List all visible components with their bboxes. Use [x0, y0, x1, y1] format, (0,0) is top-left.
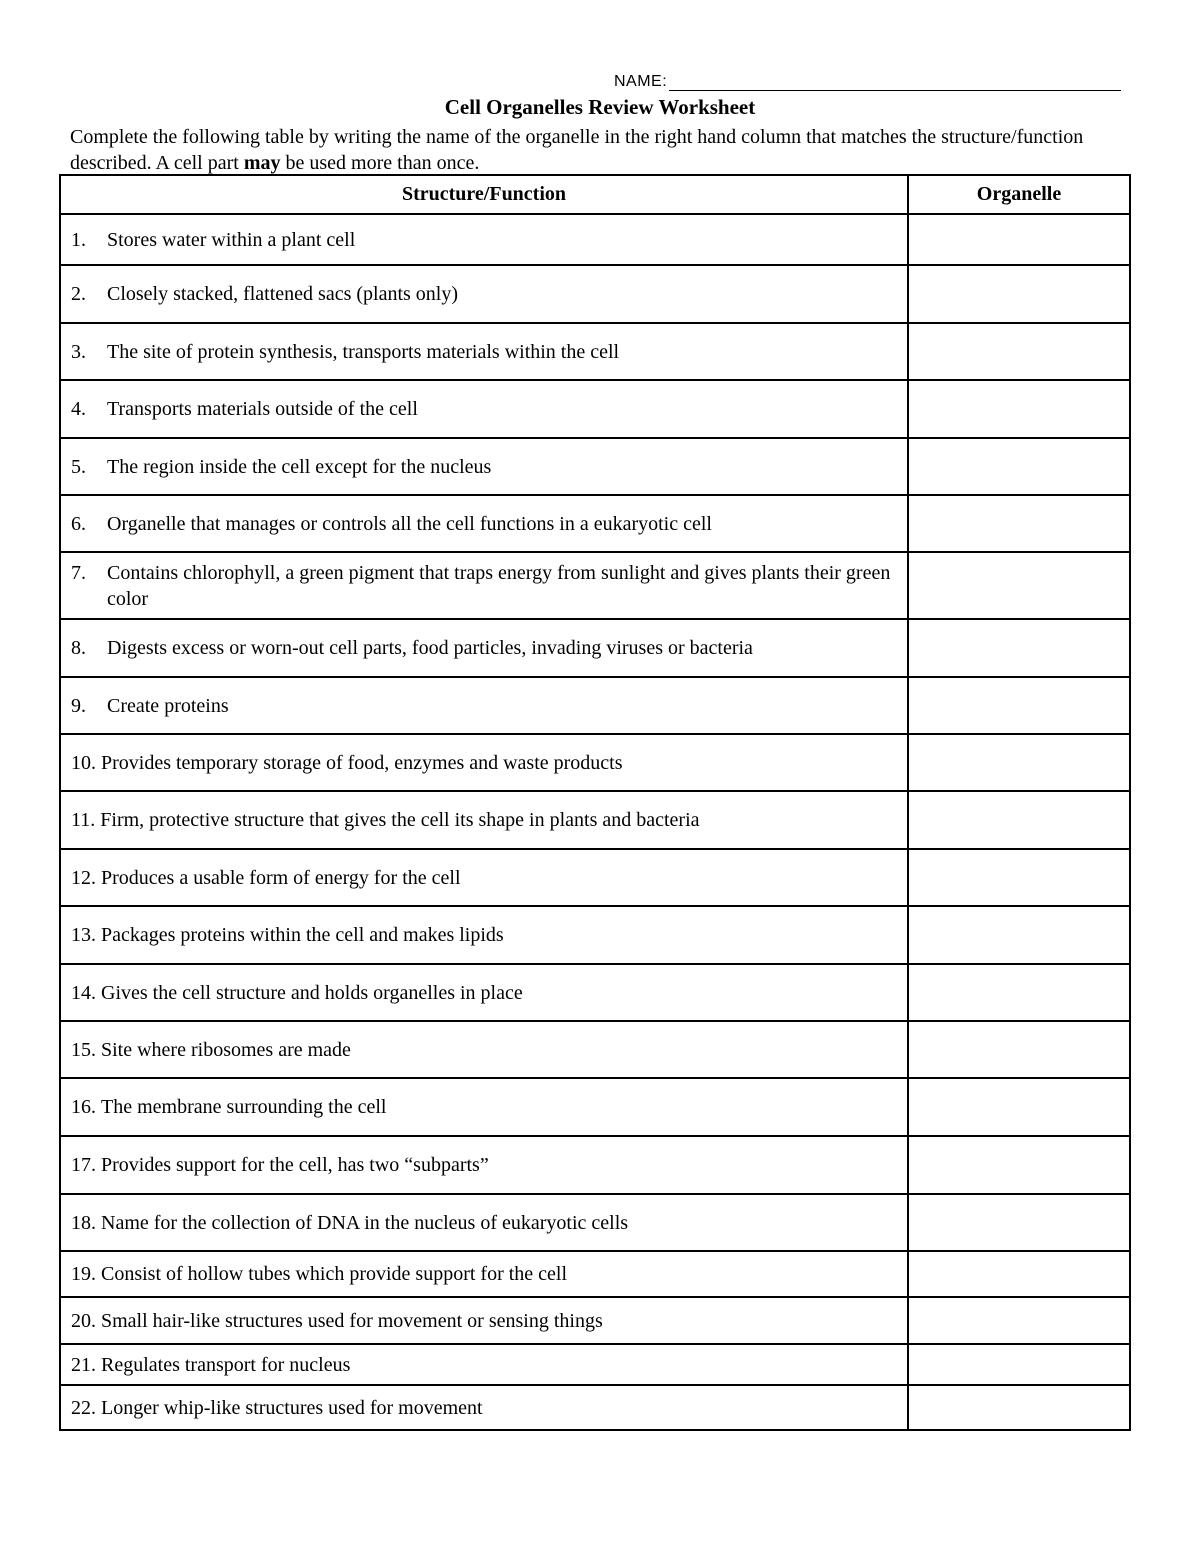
item-number: 7. [71, 561, 86, 584]
item-description: Create proteins [107, 694, 229, 717]
item-number: 13. [71, 924, 96, 946]
table-row [60, 1297, 1130, 1344]
organelle-answer-cell[interactable] [908, 677, 1130, 734]
item-number: 17. [71, 1154, 96, 1176]
item-description: Contains chlorophyll, a green pigment that traps energy from sunlight and gives plants their green color [107, 561, 891, 610]
table-row [60, 964, 1130, 1021]
table-row [60, 849, 1130, 906]
structure-function-cell [60, 1021, 908, 1078]
item-description: Gives the cell structure and holds organelles in place [101, 981, 523, 1004]
table-row [60, 619, 1130, 677]
item-description: Small hair-like structures used for movement or sensing things [101, 1309, 603, 1332]
table-row [60, 1136, 1130, 1194]
organelle-answer-cell[interactable] [908, 323, 1130, 380]
organelle-answer-cell[interactable] [908, 380, 1130, 438]
table-body [60, 214, 1130, 1430]
organelle-answer-cell[interactable] [908, 791, 1130, 849]
item-description: Provides support for the cell, has two “subparts” [101, 1154, 489, 1176]
structure-function-cell [60, 1078, 908, 1136]
item-number: 19. [71, 1263, 96, 1285]
table-row [60, 1344, 1130, 1385]
structure-function-cell [60, 964, 908, 1021]
structure-function-cell [60, 265, 908, 323]
item-number: 3. [71, 340, 86, 363]
organelle-answer-cell[interactable] [908, 552, 1130, 619]
organelle-answer-cell[interactable] [908, 619, 1130, 677]
table-row [60, 495, 1130, 552]
instructions [70, 124, 1130, 176]
item-description: Produces a usable form of energy for the cell [101, 866, 461, 889]
page-title: Cell Organelles Review Worksheet [444, 95, 756, 119]
table-row [60, 734, 1130, 791]
organelle-answer-cell[interactable] [908, 1344, 1130, 1385]
item-description: Digests excess or worn-out cell parts, food particles, invading viruses or bacteria [107, 637, 753, 659]
table-row [60, 438, 1130, 495]
item-number: 10. [71, 751, 96, 774]
structure-function-cell [60, 677, 908, 734]
table-row [60, 791, 1130, 849]
structure-function-cell [60, 323, 908, 380]
table-row [60, 380, 1130, 438]
item-description: Regulates transport for nucleus [101, 1353, 351, 1376]
organelle-answer-cell[interactable] [908, 1385, 1130, 1430]
item-description: Transports materials outside of the cell [107, 398, 418, 420]
structure-function-cell [60, 380, 908, 438]
table-row [60, 323, 1130, 380]
item-number: 18. [71, 1211, 96, 1234]
item-description: Stores water within a plant cell [107, 228, 356, 251]
structure-function-cell [60, 734, 908, 791]
item-number: 22. [71, 1396, 96, 1419]
structure-function-cell [60, 849, 908, 906]
item-description: The region inside the cell except for the nucleus [107, 455, 492, 478]
structure-function-cell [60, 1344, 908, 1385]
organelle-answer-cell[interactable] [908, 265, 1130, 323]
item-description: Longer whip-like structures used for movement [101, 1396, 483, 1419]
structure-function-cell [60, 791, 908, 849]
table-row [60, 1385, 1130, 1430]
item-description: Name for the collection of DNA in the nucleus of eukaryotic cells [101, 1211, 629, 1234]
item-number: 15. [71, 1038, 96, 1061]
organelle-answer-cell[interactable] [908, 1251, 1130, 1297]
item-description: Firm, protective structure that gives the cell its shape in plants and bacteria [100, 809, 700, 831]
item-number: 20. [71, 1309, 96, 1332]
item-number: 5. [71, 455, 86, 478]
structure-function-cell [60, 1385, 908, 1430]
organelle-answer-cell[interactable] [908, 1136, 1130, 1194]
column-header-structure: Structure/Function [60, 175, 908, 214]
structure-function-cell [60, 1251, 908, 1297]
table-row [60, 677, 1130, 734]
item-description: The site of protein synthesis, transports materials within the cell [107, 340, 620, 363]
item-description: Closely stacked, flattened sacs (plants only) [107, 283, 459, 305]
structure-function-cell [60, 619, 908, 677]
organelle-answer-cell[interactable] [908, 734, 1130, 791]
name-blank-line[interactable] [669, 72, 1121, 91]
organelle-answer-cell[interactable] [908, 1078, 1130, 1136]
organelle-answer-cell[interactable] [908, 964, 1130, 1021]
instructions-emphasis: may [243, 152, 281, 174]
structure-function-cell [60, 552, 908, 619]
instructions-text-end: be used more than once. [280, 152, 480, 174]
column-header-organelle: Organelle [908, 175, 1130, 214]
table-row [60, 1021, 1130, 1078]
item-number: 12. [71, 866, 96, 889]
organelle-answer-cell[interactable] [908, 495, 1130, 552]
item-description: Packages proteins within the cell and makes lipids [101, 924, 504, 946]
table-header-row [60, 175, 1130, 214]
item-number: 1. [71, 228, 86, 251]
organelle-table [59, 174, 1131, 1431]
table-row [60, 1194, 1130, 1251]
name-field[interactable] [614, 72, 1121, 91]
item-description: The membrane surrounding the cell [101, 1096, 387, 1118]
table-row [60, 265, 1130, 323]
organelle-answer-cell[interactable] [908, 1297, 1130, 1344]
item-description: Site where ribosomes are made [101, 1038, 351, 1061]
item-description: Consist of hollow tubes which provide support for the cell [101, 1263, 568, 1285]
table-row [60, 1251, 1130, 1297]
item-number: 14. [71, 981, 96, 1004]
item-number: 8. [71, 637, 86, 659]
organelle-answer-cell[interactable] [908, 438, 1130, 495]
item-number: 21. [71, 1353, 96, 1376]
item-number: 6. [71, 512, 86, 535]
structure-function-cell [60, 438, 908, 495]
instructions-text: Complete the following table by writing the name of the organelle in the right hand column that matches the structure/function described. A cell part [70, 126, 1084, 174]
table-row [60, 552, 1130, 619]
item-number: 2. [71, 283, 86, 305]
structure-function-cell [60, 1136, 908, 1194]
item-number: 4. [71, 398, 86, 420]
structure-function-cell [60, 1297, 908, 1344]
organelle-answer-cell[interactable] [908, 849, 1130, 906]
item-number: 16. [71, 1096, 96, 1118]
structure-function-cell [60, 214, 908, 265]
organelle-answer-cell[interactable] [908, 906, 1130, 964]
item-description: Organelle that manages or controls all the cell functions in a eukaryotic cell [107, 512, 712, 535]
structure-function-cell [60, 1194, 908, 1251]
organelle-answer-cell[interactable] [908, 214, 1130, 265]
structure-function-cell [60, 495, 908, 552]
table-row [60, 214, 1130, 265]
table-row [60, 1078, 1130, 1136]
name-label: NAME: [614, 73, 668, 90]
item-description: Provides temporary storage of food, enzymes and waste products [101, 751, 623, 774]
organelle-answer-cell[interactable] [908, 1194, 1130, 1251]
structure-function-cell [60, 906, 908, 964]
organelle-answer-cell[interactable] [908, 1021, 1130, 1078]
item-number: 9. [71, 694, 86, 717]
table-row [60, 906, 1130, 964]
item-number: 11. [71, 809, 96, 831]
